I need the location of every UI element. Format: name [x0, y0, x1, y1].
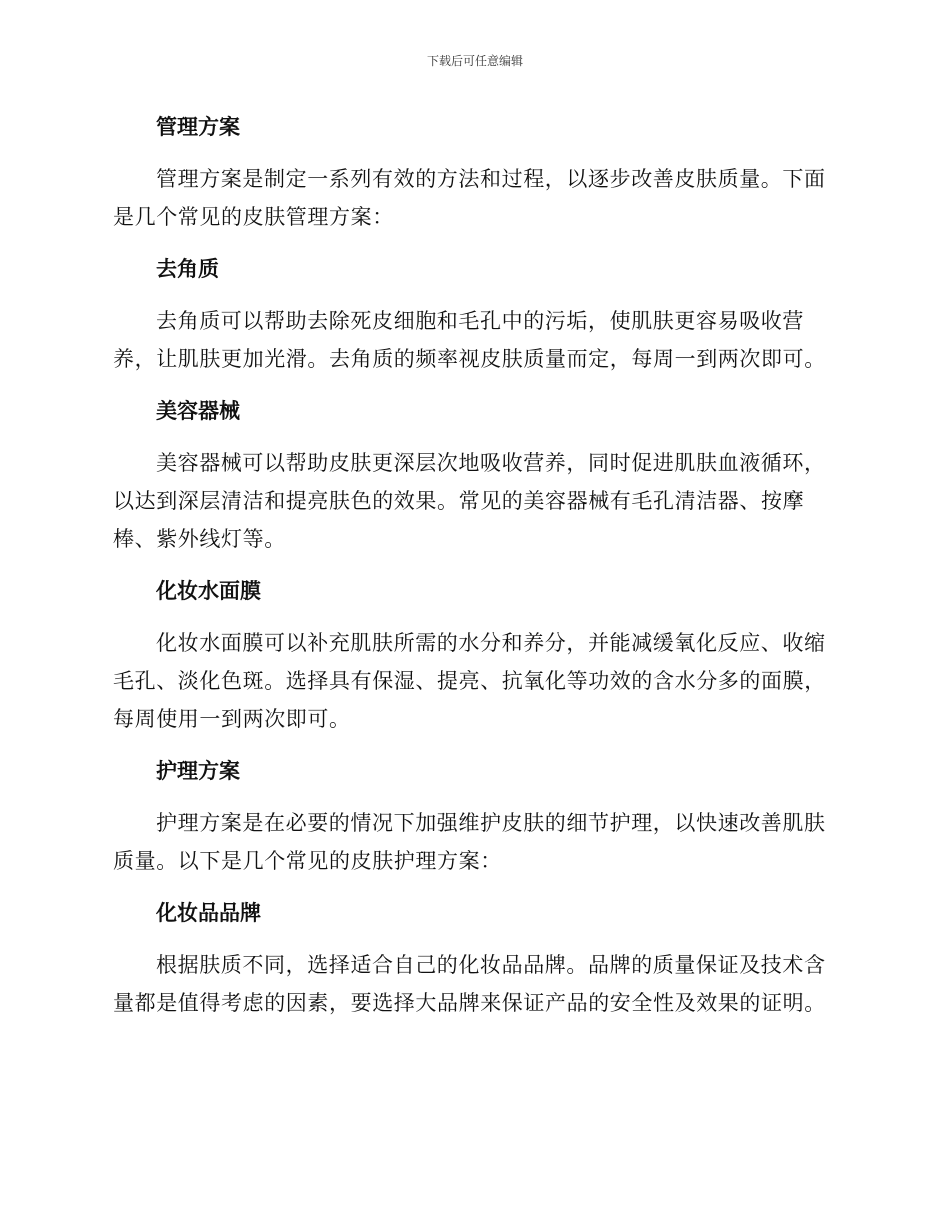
section-toner-mask [113, 571, 831, 738]
section-paragraph: 化妆水面膜可以补充肌肤所需的水分和养分，并能减缓氧化反应、收缩毛孔、淡化色斑。选择具有保湿、提亮、抗氧化等功效的含水分多的面膜，每周使用一到两次即可。 [113, 631, 826, 731]
section-heading: 化妆水面膜 [156, 579, 261, 603]
section-heading: 美容器械 [156, 399, 240, 423]
document-body [113, 107, 831, 1035]
section-paragraph: 根据肤质不同，选择适合自己的化妆品品牌。品牌的质量保证及技术含量都是值得考虑的因素，要选择大品牌来保证产品的安全性及效果的证明。 [113, 953, 826, 1015]
section-paragraph: 去角质可以帮助去除死皮细胞和毛孔中的污垢，使肌肤更容易吸收营养，让肌肤更加光滑。去角质的频率视皮肤质量而定，每周一到两次即可。 [113, 309, 826, 371]
section-paragraph: 管理方案是制定一系列有效的方法和过程，以逐步改善皮肤质量。下面是几个常见的皮肤管理方案： [113, 167, 826, 229]
page-header: 下载后可任意编辑 [426, 54, 523, 68]
section-exfoliation [113, 249, 831, 378]
section-heading: 化妆品品牌 [156, 901, 261, 925]
section-heading: 管理方案 [156, 115, 240, 139]
section-heading: 去角质 [156, 257, 219, 281]
section-management-plan [113, 107, 831, 236]
section-beauty-devices [113, 391, 831, 558]
section-care-plan [113, 751, 831, 880]
section-paragraph: 美容器械可以帮助皮肤更深层次地吸收营养，同时促进肌肤血液循环，以达到深层清洁和提亮肤色的效果。常见的美容器械有毛孔清洁器、按摩棒、紫外线灯等。 [113, 451, 826, 551]
section-paragraph: 护理方案是在必要的情况下加强维护皮肤的细节护理，以快速改善肌肤质量。以下是几个常见的皮肤护理方案： [113, 811, 826, 873]
section-heading: 护理方案 [156, 759, 240, 783]
section-cosmetic-brands [113, 893, 831, 1022]
